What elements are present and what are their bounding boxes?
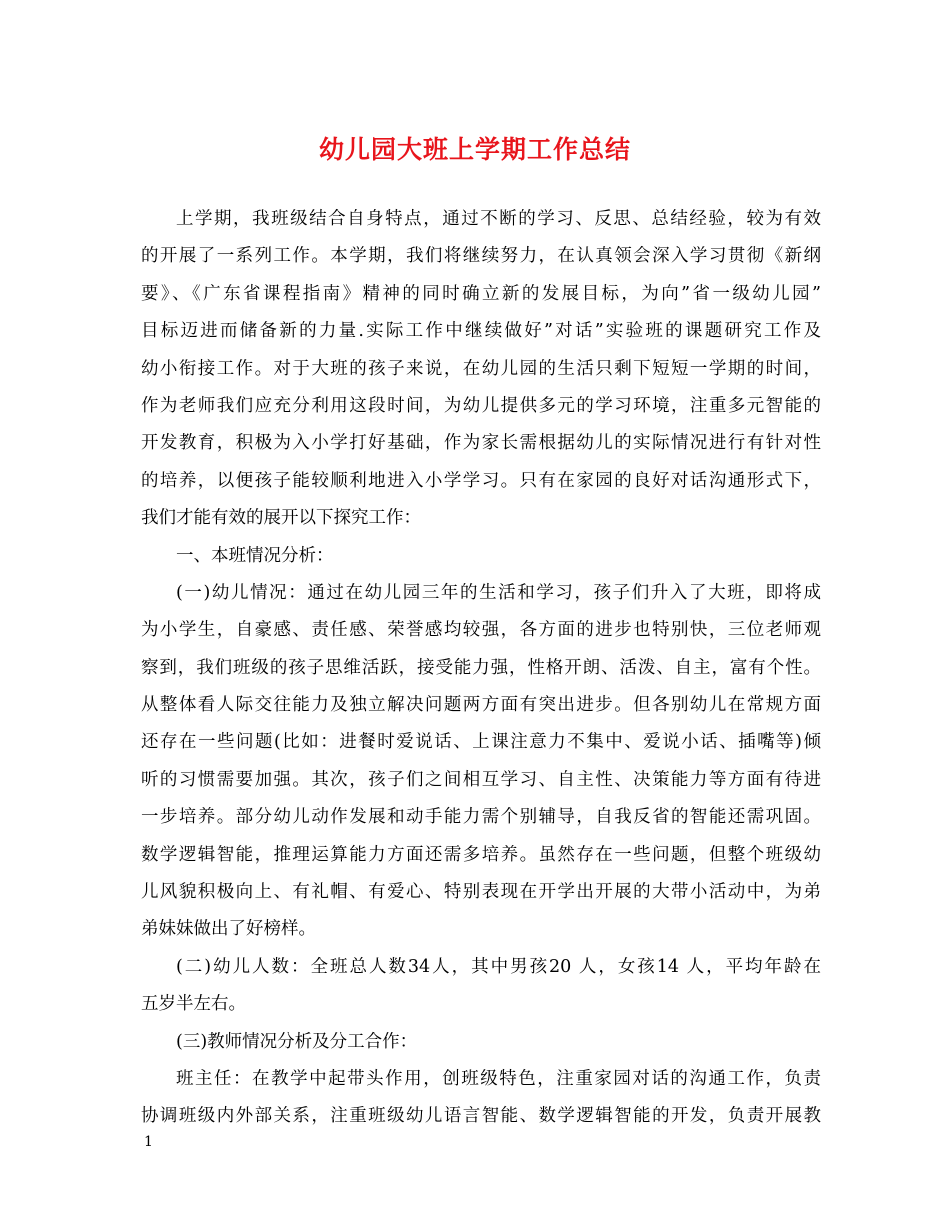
body-line: 作为老师我们应充分利用这段时间，为幼儿提供多元的学习环境，注重多元智能的 bbox=[141, 395, 821, 416]
body-line: 班主任：在教学中起带头作用，创班级特色，注重家园对话的沟通工作，负责 bbox=[176, 1068, 821, 1089]
body-line: 上学期，我班级结合自身特点，通过不断的学习、反思、总结经验，较为有效 bbox=[176, 209, 821, 229]
section-heading: 一、本班情况分析： bbox=[176, 545, 334, 566]
document-title: 幼儿园大班上学期工作总结 bbox=[318, 135, 631, 164]
body-line: 协调班级内外部关系，注重班级幼儿语言智能、数学逻辑智能的开发，负责开展教 bbox=[141, 1106, 821, 1127]
body-line: 的培养，以便孩子能较顺利地进入小学学习。只有在家园的良好对话沟通形式下， bbox=[141, 470, 821, 491]
document-body bbox=[141, 201, 821, 1136]
section-heading: (三)教师情况分析及分工合作： bbox=[176, 1031, 418, 1052]
body-line: (二)幼儿人数：全班总人数34人，其中男孩20 人，女孩14 人，平均年龄在 bbox=[176, 956, 821, 977]
body-line: (一)幼儿情况：通过在幼儿园三年的生活和学习，孩子们升入了大班，即将成 bbox=[176, 582, 821, 603]
body-line: 数学逻辑智能，推理运算能力方面还需多培养。虽然存在一些问题，但整个班级幼 bbox=[141, 844, 821, 865]
body-line: 听的习惯需要加强。其次，孩子们之间相互学习、自主性、决策能力等方面有待进 bbox=[141, 769, 821, 790]
body-line: 弟妹妹做出了好榜样。 bbox=[141, 919, 316, 940]
body-line: 儿风貌积极向上、有礼帽、有爱心、特别表现在开学出开展的大带小活动中，为弟 bbox=[141, 882, 821, 903]
body-line: 我们才能有效的展开以下探究工作： bbox=[141, 508, 421, 529]
body-line: 为小学生，自豪感、责任感、荣誉感均较强，各方面的进步也特别快，三位老师观 bbox=[141, 620, 821, 641]
body-line: 要》、《广东省课程指南》精神的同时确立新的发展目标，为向”省一级幼儿园” bbox=[141, 283, 821, 304]
body-line: 的开展了一系列工作。本学期，我们将继续努力，在认真领会深入学习贯彻《新纲 bbox=[141, 246, 821, 267]
body-line: 目标迈进而储备新的力量.实际工作中继续做好”对话”实验班的课题研究工作及 bbox=[141, 321, 821, 342]
page-number: 1 bbox=[144, 1134, 153, 1150]
body-line: 开发教育，积极为入小学打好基础，作为家长需根据幼儿的实际情况进行有针对性 bbox=[141, 433, 821, 454]
body-line: 还存在一些问题(比如：进餐时爱说话、上课注意力不集中、爱说小话、插嘴等)倾 bbox=[141, 732, 821, 753]
body-line: 察到，我们班级的孩子思维活跃，接受能力强，性格开朗、活泼、自主，富有个性。 bbox=[141, 657, 821, 678]
body-line: 五岁半左右。 bbox=[141, 994, 246, 1015]
body-line: 一步培养。部分幼儿动作发展和动手能力需个别辅导，自我反省的智能还需巩固。 bbox=[141, 807, 821, 828]
body-line: 幼小衔接工作。对于大班的孩子来说，在幼儿园的生活只剩下短短一学期的时间， bbox=[141, 358, 821, 379]
body-line: 从整体看人际交往能力及独立解决问题两方面有突出进步。但各别幼儿在常规方面 bbox=[141, 695, 821, 716]
